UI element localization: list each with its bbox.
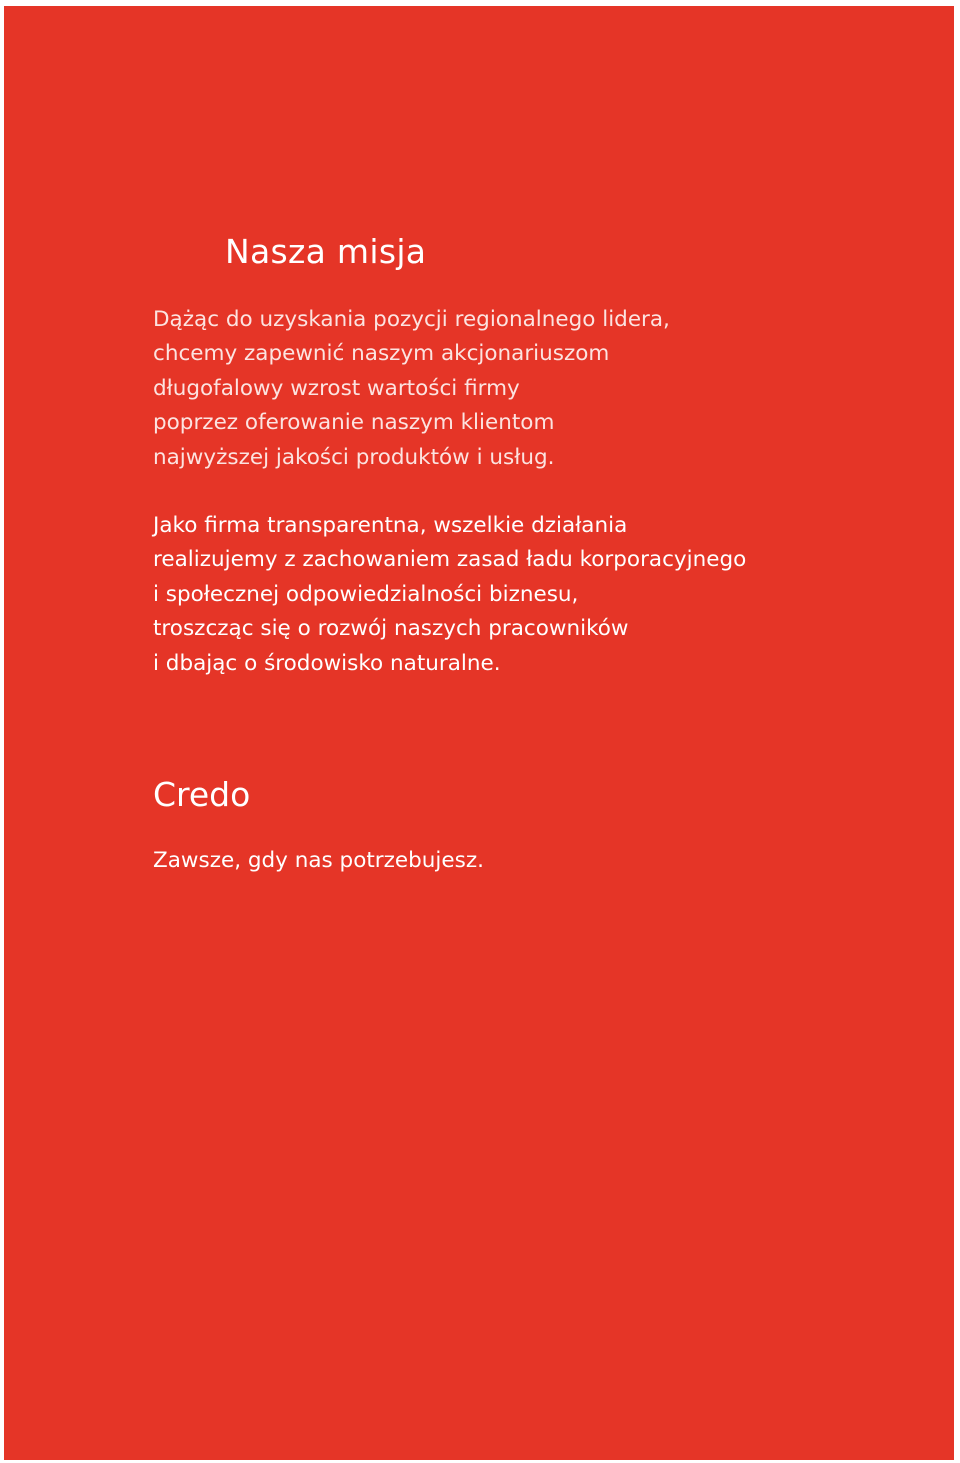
mission-paragraph-2 bbox=[153, 509, 746, 681]
credo-text: Zawsze, gdy nas potrzebujesz. bbox=[153, 848, 484, 873]
paragraph-line: troszcząc się o rozwój naszych pracowników bbox=[153, 616, 629, 642]
paragraph-line: i dbając o środowisko naturalne. bbox=[153, 650, 501, 676]
red-page bbox=[4, 6, 954, 1460]
paragraph-line: realizujemy z zachowaniem zasad ładu korporacyjnego bbox=[153, 547, 747, 573]
credo-title: Credo bbox=[153, 775, 251, 814]
paragraph-line: poprzez oferowanie naszym klientom bbox=[153, 410, 555, 436]
mission-paragraph-1 bbox=[153, 303, 670, 475]
mission-title: Nasza misja bbox=[225, 232, 427, 271]
paragraph-line: najwyższej jakości produktów i usług. bbox=[153, 444, 555, 470]
paragraph-line: i społecznej odpowiedzialności biznesu, bbox=[153, 581, 579, 607]
paragraph-line: długofalowy wzrost wartości firmy bbox=[153, 375, 520, 401]
paragraph-line: chcemy zapewnić naszym akcjonariuszom bbox=[153, 341, 610, 367]
paragraph-line: Jako firma transparentna, wszelkie działania bbox=[153, 513, 628, 538]
paragraph-line: Dążąc do uzyskania pozycji regionalnego lidera, bbox=[153, 307, 670, 332]
